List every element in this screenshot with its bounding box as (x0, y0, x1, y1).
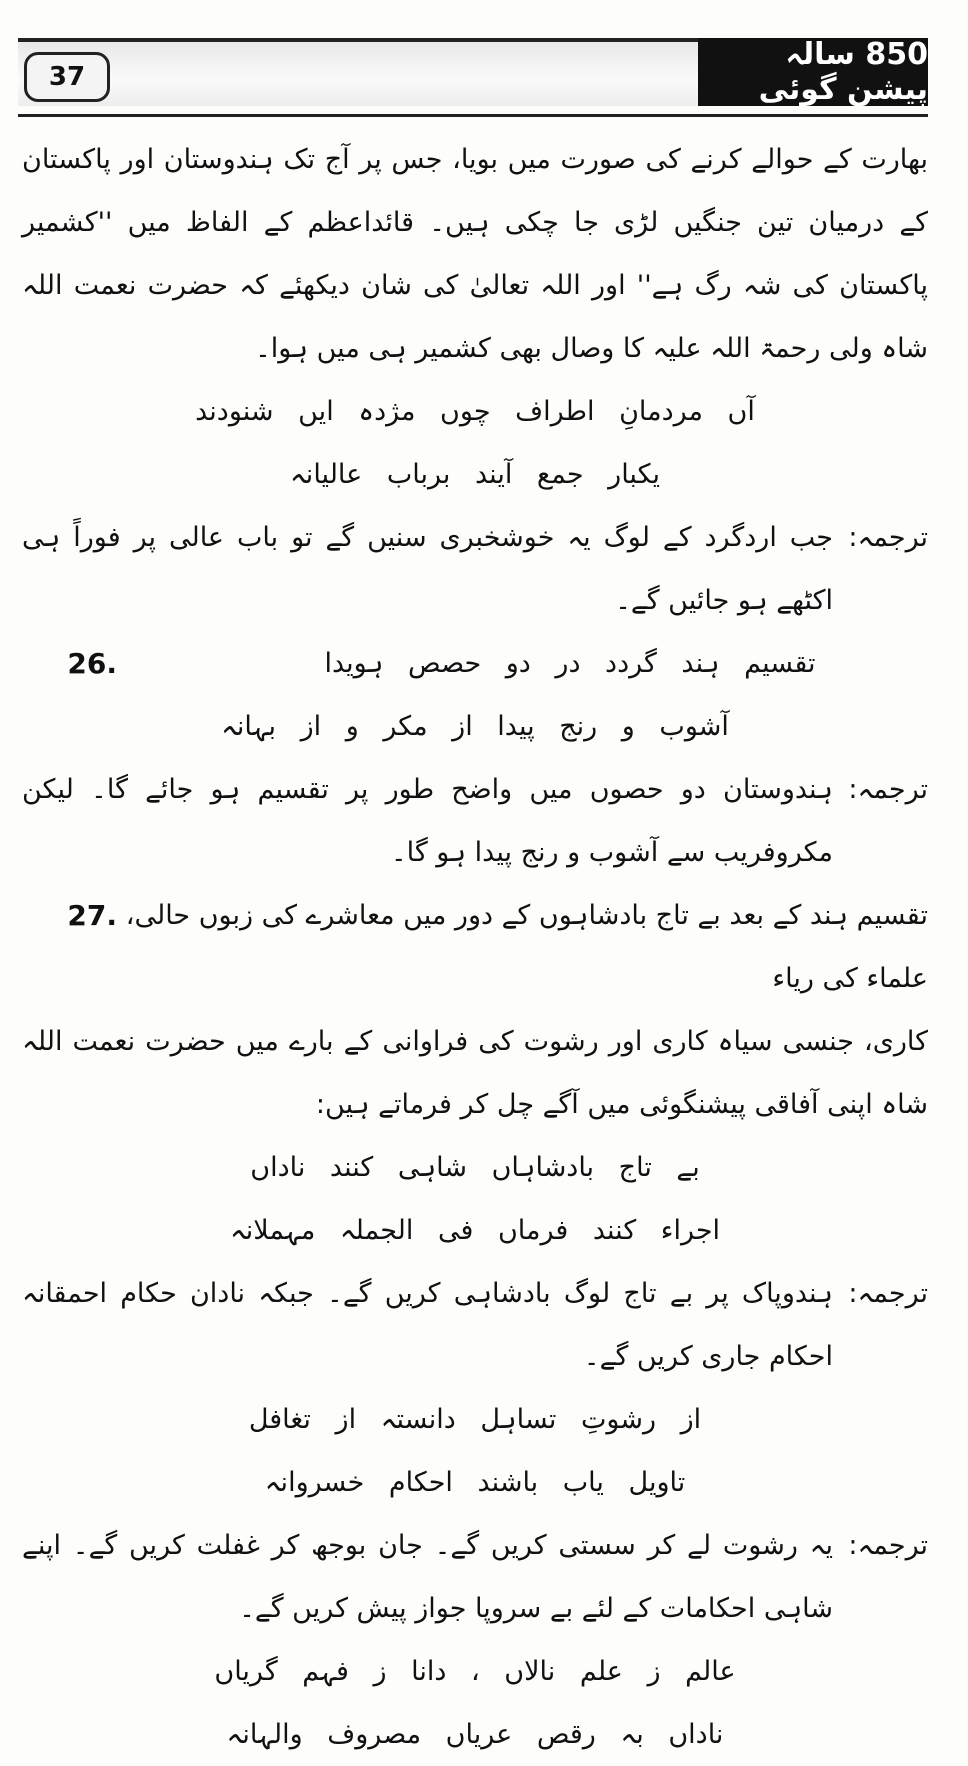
translation-label: ترجمہ: (848, 1530, 928, 1561)
translation (22, 1262, 928, 1388)
page-body (22, 128, 928, 1766)
item-27-text: تقسیم ہند کے بعد بے تاج بادشاہوں کے دور میں معاشرے کی زبوں حالی، علماء کی ریاء (125, 900, 928, 994)
verse-line: تقسیم ہند گردد در دو حصص ہویدا (324, 648, 816, 679)
item-27-first-line (22, 884, 928, 1010)
intro-paragraph: بھارت کے حوالے کرنے کی صورت میں بویا، جس پر آج تک ہندوستان اور پاکستان کے درمیان تین جنگیں لڑی جا چکی ہیں۔ قائداعظم کے الفاظ میں ''کشمیر پاکستان کی شہ رگ ہے'' اور اللہ تعالیٰ کی شان دیکھئے کہ حضرت نعمت اللہ شاہ ولی رحمۃ اللہ علیہ کا وصال بھی کشمیر ہی میں ہوا۔ (22, 144, 928, 364)
item-26-verse-1 (22, 632, 928, 695)
translation-text: یہ رشوت لے کر سستی کریں گے۔ جان بوجھ کر غفلت کریں گے۔ اپنے شاہی احکامات کے لئے بے سروپا جواز پیش کریں گے۔ (22, 1530, 833, 1624)
translation-label: ترجمہ: (848, 774, 928, 805)
verse-line: عالم ز علم نالاں ، دانا ز فہم گریاں (214, 1656, 736, 1687)
page-number: 37 (24, 52, 110, 102)
translation (22, 758, 928, 884)
translation-label: ترجمہ: (848, 1278, 928, 1309)
header-band (18, 38, 698, 106)
item-number: 26. (67, 647, 117, 680)
page-header (18, 38, 928, 106)
verse-line: تاویل یاب باشند احکام خسروانہ (264, 1467, 686, 1498)
verse-line: بے تاج بادشاہاں شاہی کنند ناداں (250, 1152, 700, 1183)
verse-line: از رشوتِ تساہل دانستہ از تغافل (248, 1404, 702, 1435)
translation (22, 506, 928, 632)
translation (22, 1514, 928, 1640)
verse-line: اجراء کنند فرماں فی الجملہ مہملانہ (229, 1215, 721, 1246)
book-title: 850 سالہ پیشن گوئی (698, 38, 928, 106)
verse-line: یکبار جمع آیند برباب عالیانہ (289, 459, 661, 490)
verse-line: آں مردمانِ اطراف چوں مژدہ ایں شنودند (195, 396, 755, 427)
item-27-paragraph: کاری، جنسی سیاہ کاری اور رشوت کی فراوانی کے بارے میں حضرت نعمت اللہ شاہ اپنی آفاقی پیشنگوئی میں آگے چل کر فرماتے ہیں: (22, 1026, 928, 1120)
translation-text: ہندوپاک پر بے تاج لوگ بادشاہی کریں گے۔ جبکہ نادان حکام احمقانہ احکام جاری کریں گے۔ (22, 1278, 833, 1372)
verse-line: ناداں بہ رقص عریاں مصروف والہانہ (226, 1719, 724, 1750)
translation-label: ترجمہ: (848, 522, 928, 553)
item-number: 27. (67, 899, 117, 932)
translation-text: جب اردگرد کے لوگ یہ خوشخبری سنیں گے تو باب عالی پر فوراً ہی اکٹھے ہو جائیں گے۔ (22, 522, 833, 616)
header-divider (18, 114, 928, 117)
translation-text: ہندوستان دو حصوں میں واضح طور پر تقسیم ہو جائے گا۔ لیکن مکروفریب سے آشوب و رنج پیدا ہو گا۔ (22, 774, 833, 868)
verse-line: آشوب و رنج پیدا از مکر و از بہانہ (221, 711, 729, 742)
